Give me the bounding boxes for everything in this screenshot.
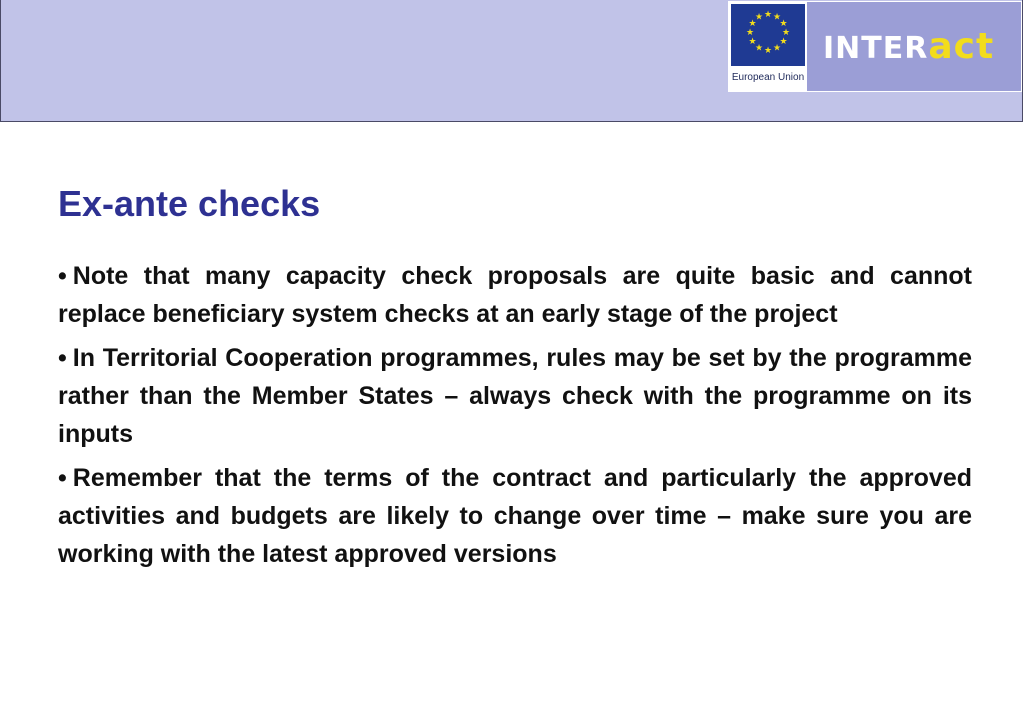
svg-text:★: ★ bbox=[772, 43, 782, 54]
bullet-icon: • bbox=[58, 262, 67, 290]
wordmark-act: act bbox=[928, 25, 995, 67]
bullet-text: Remember that the terms of the contract and particularly the approved activities and budgets are likely to change over time – make sure you are working with the latest approved versions bbox=[58, 464, 972, 568]
eu-stars-icon bbox=[731, 4, 805, 66]
svg-text:★: ★ bbox=[772, 12, 782, 23]
svg-text:★: ★ bbox=[748, 19, 757, 29]
bullet-text: In Territorial Cooperation programmes, rules may be set by the programme rather than the Member States – always check with the programme on its inputs bbox=[58, 344, 972, 448]
svg-text:★: ★ bbox=[763, 10, 773, 20]
bullet-text: Note that many capacity check proposals are quite basic and cannot replace beneficiary system checks at an early stage of the project bbox=[58, 262, 972, 328]
bullet-item bbox=[58, 339, 972, 453]
svg-text:★: ★ bbox=[779, 19, 788, 29]
header-band bbox=[0, 0, 1023, 122]
svg-text:★: ★ bbox=[781, 28, 791, 38]
svg-text:★: ★ bbox=[748, 37, 757, 47]
bullet-icon: • bbox=[58, 344, 67, 372]
bullet-item bbox=[58, 459, 972, 573]
bullet-icon: • bbox=[58, 464, 67, 492]
interact-wordmark bbox=[823, 25, 995, 67]
wordmark-inter: INTER bbox=[823, 30, 929, 66]
svg-text:★: ★ bbox=[745, 28, 755, 38]
eu-caption: European Union bbox=[731, 72, 805, 83]
interact-logo bbox=[807, 2, 1021, 91]
svg-text:★: ★ bbox=[754, 12, 764, 23]
eu-logo bbox=[729, 2, 807, 91]
svg-text:★: ★ bbox=[754, 43, 764, 54]
bullet-item bbox=[58, 257, 972, 333]
logo-block bbox=[728, 1, 1022, 92]
bullet-list bbox=[58, 257, 972, 579]
svg-text:★: ★ bbox=[779, 37, 788, 47]
eu-flag-icon bbox=[731, 4, 805, 66]
slide-title: Ex-ante checks bbox=[58, 183, 321, 224]
svg-text:★: ★ bbox=[763, 46, 773, 56]
